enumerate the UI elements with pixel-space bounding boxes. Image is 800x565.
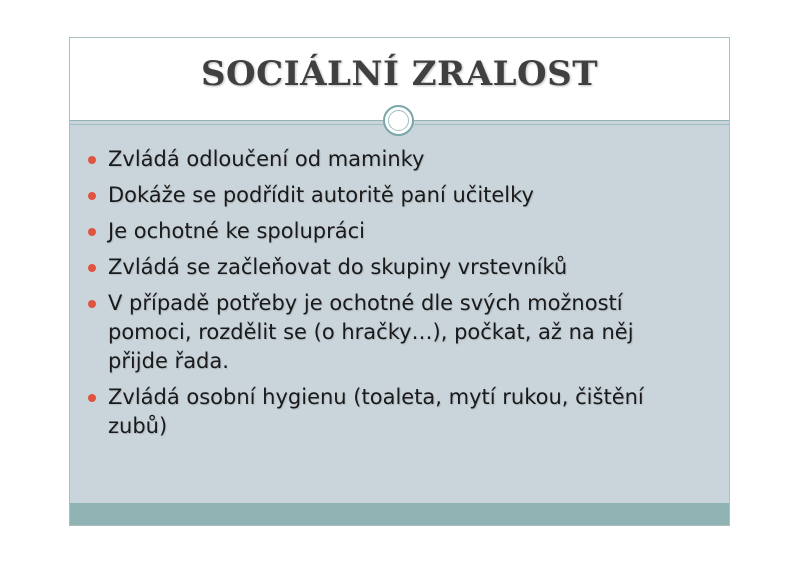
list-item [84, 181, 694, 210]
slide [69, 37, 730, 526]
footer-band [70, 503, 729, 525]
bullet-text: Dokáže se podřídit autoritě paní učitelky [108, 183, 534, 207]
bullet-list [84, 145, 694, 448]
bullet-text: Zvládá se začleňovat do skupiny vrstevníků [108, 255, 568, 279]
bullet-icon [88, 156, 96, 164]
divider-inner-ring [388, 110, 409, 131]
bullet-icon [88, 264, 96, 272]
bullet-icon [88, 394, 96, 402]
list-item [84, 289, 694, 376]
bullet-icon [88, 228, 96, 236]
bullet-text: Zvládá odloučení od maminky [108, 147, 425, 171]
bullet-text: Zvládá osobní hygienu (toaleta, mytí rukou, čištění zubů) [108, 385, 644, 438]
bullet-icon [88, 300, 96, 308]
list-item [84, 383, 694, 441]
slide-title: SOCIÁLNÍ ZRALOST [200, 54, 599, 94]
bullet-text: V případě potřeby je ochotné dle svých možností pomoci, rozdělit se (o hračky…), počkat, až na něj přijde řada. [108, 291, 634, 373]
bullet-icon [88, 192, 96, 200]
list-item [84, 145, 694, 174]
list-item [84, 217, 694, 246]
bullet-text: Je ochotné ke spolupráci [108, 219, 365, 243]
list-item [84, 253, 694, 282]
divider-circle-icon [383, 105, 414, 136]
